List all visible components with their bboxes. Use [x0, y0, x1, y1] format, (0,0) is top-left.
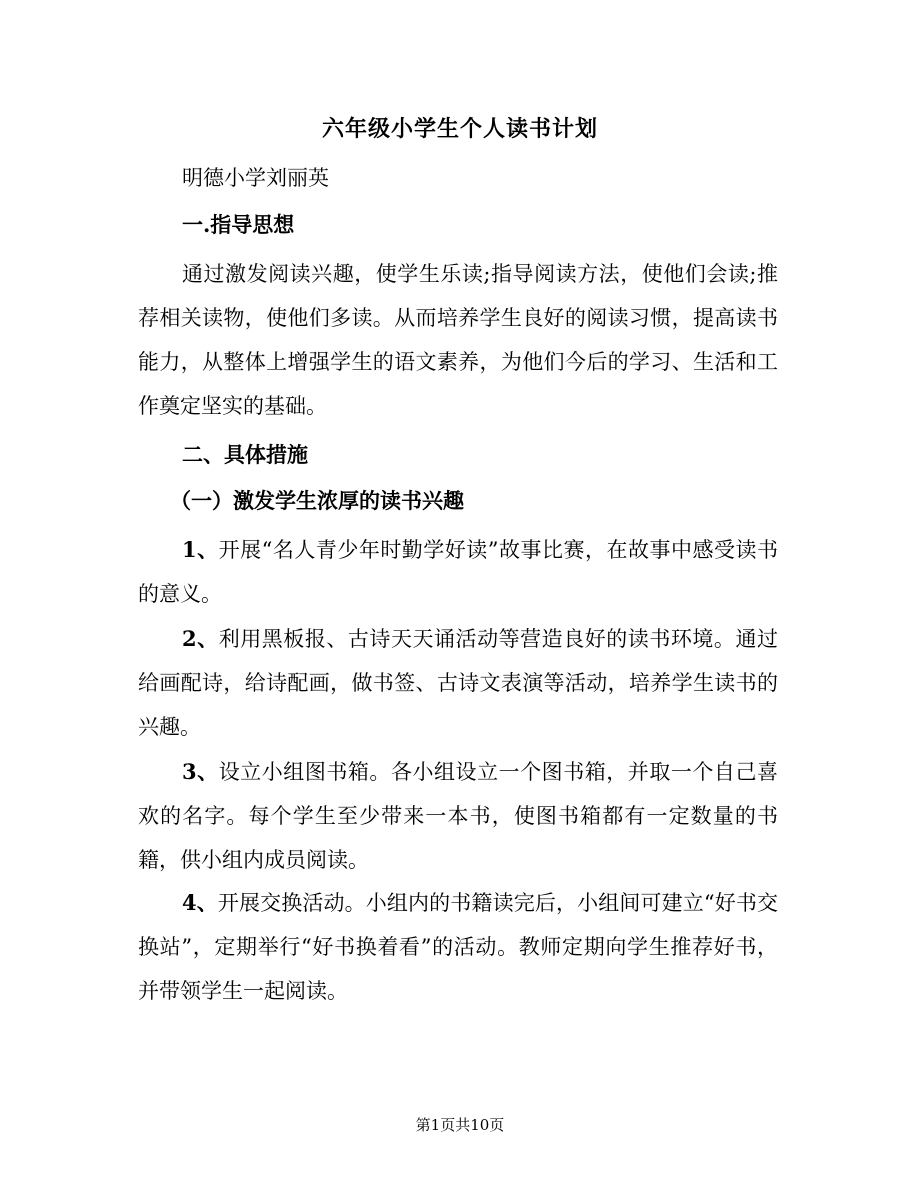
section2-heading: 二、具体措施 [182, 442, 308, 467]
section1-body: 通过激发阅读兴趣，使学生乐读;指导阅读方法，使他们会读;推荐相关读物，使他们多读。从而培养学生良好的阅读习惯，提高读书能力，从整体上增强学生的语文素养，为他们今后的学习、生活和工作奠定坚实的基础。 [138, 262, 778, 418]
item-text: 开展交换活动。小组内的书籍读完后，小组间可建立“好书交换站”，定期举行“好书换着看”的活动。教师定期向学生推荐好书，并带领学生一起阅读。 [138, 891, 778, 1003]
item-text: 设立小组图书箱。各小组设立一个图书箱，并取一个自己喜欢的名字。每个学生至少带来一本书，使图书箱都有一定数量的书籍，供小组内成员阅读。 [138, 760, 778, 872]
list-item [138, 881, 778, 1013]
item-number: 2、 [182, 626, 219, 651]
list-item [138, 750, 778, 882]
subsection1-heading: （一）激发学生浓厚的读书兴趣 [170, 488, 464, 513]
author-line: 明德小学刘丽英 [182, 166, 329, 190]
page-title: 六年级小学生个人读书计划 [321, 116, 598, 142]
page-number: 第1页共10页 [415, 1116, 505, 1134]
item-number: 4、 [182, 890, 218, 915]
list-item [138, 617, 778, 749]
item-number: 3、 [182, 759, 219, 784]
item-number: 1、 [182, 537, 219, 562]
list-item [138, 528, 778, 616]
item-text: 开展“名人青少年时勤学好读”故事比赛，在故事中感受读书的意义。 [138, 538, 778, 606]
item-text: 利用黑板报、古诗天天诵活动等营造良好的读书环境。通过给画配诗，给诗配画，做书签、古诗文表演等活动，培养学生读书的兴趣。 [138, 627, 778, 739]
section1-heading: 一.指导思想 [182, 212, 295, 237]
